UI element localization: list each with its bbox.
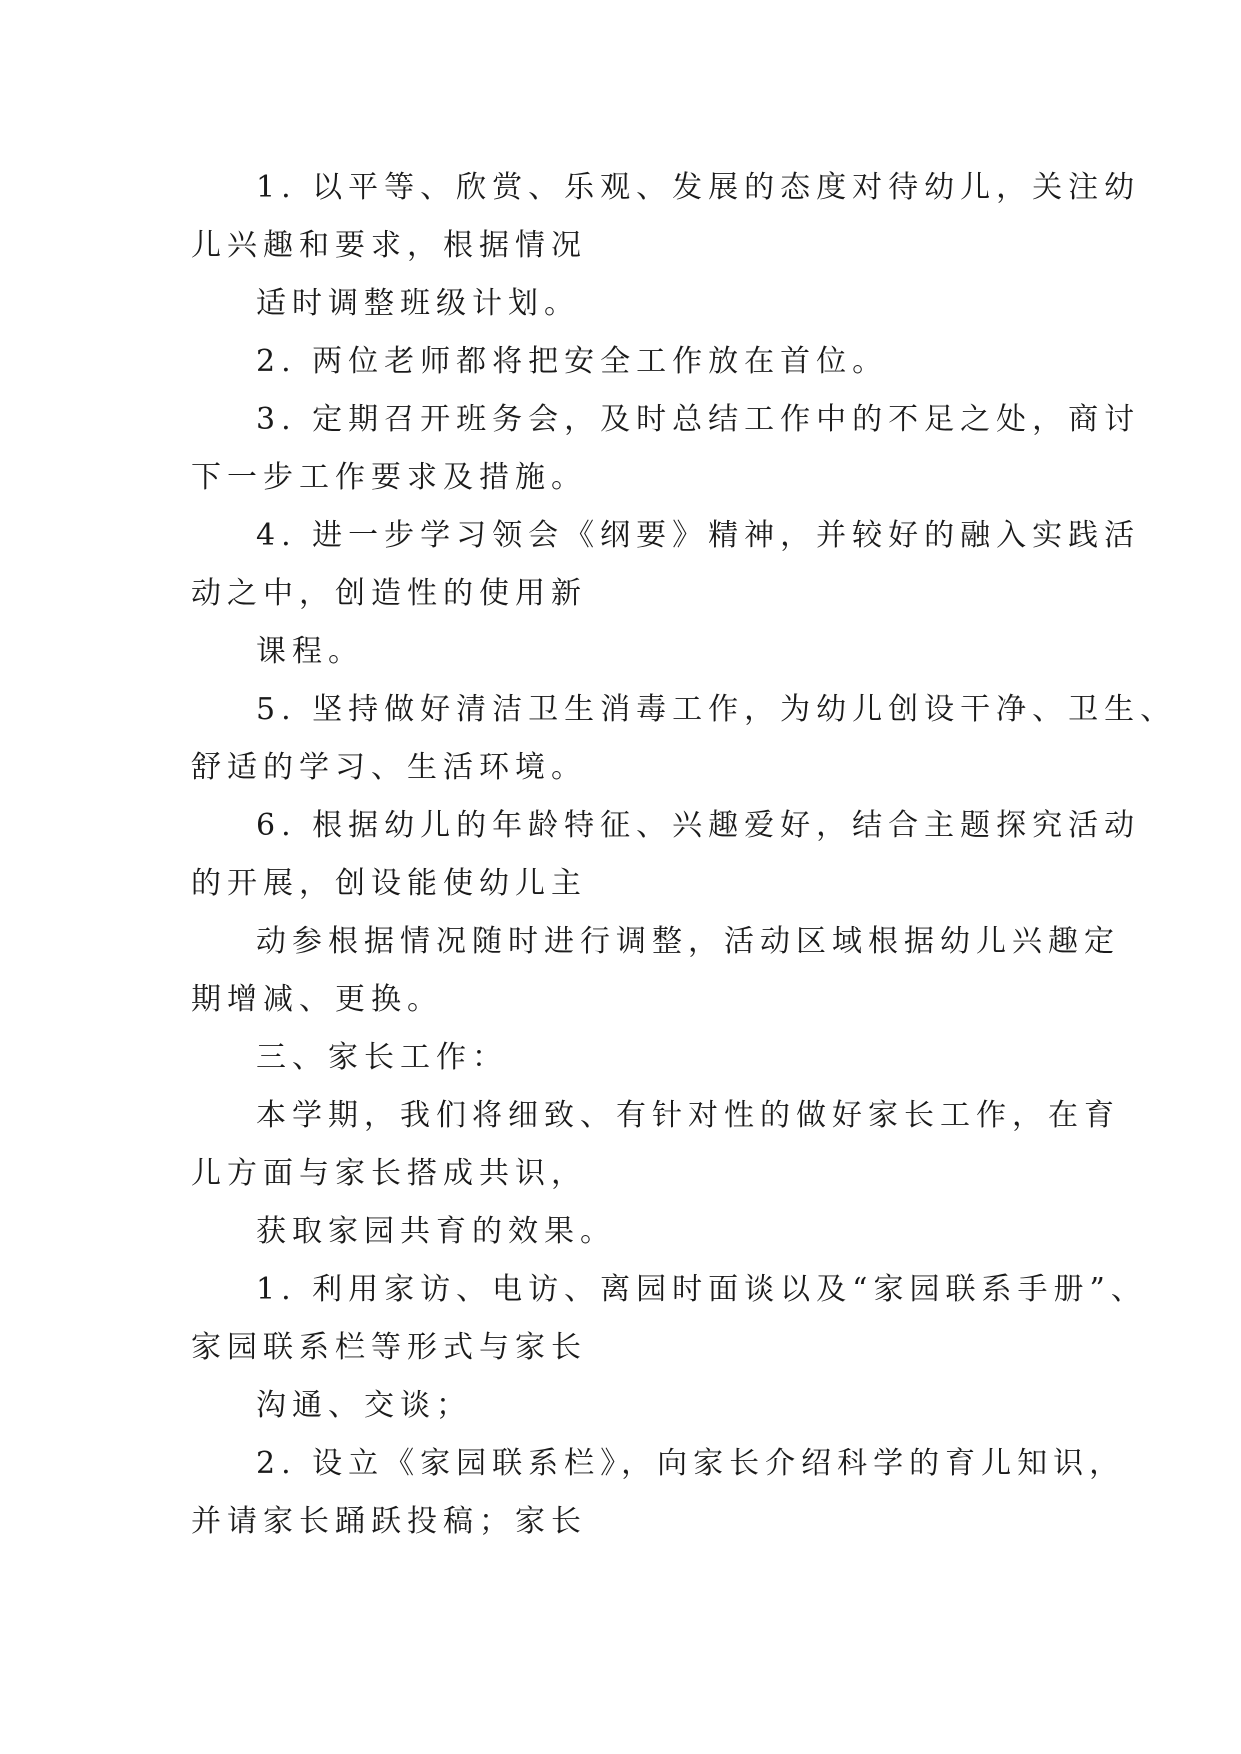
text-line: 本学期，我们将细致、有针对性的做好家长工作，在育 — [256, 1098, 1120, 1133]
text-line: 课程。 — [256, 634, 364, 669]
text-line: 5. 坚持做好清洁卫生消毒工作，为幼儿创设干净、卫生、 — [256, 692, 1177, 727]
text-line: 下一步工作要求及措施。 — [191, 460, 587, 495]
text-line: 儿方面与家长搭成共识， — [191, 1156, 587, 1191]
text-line: 的开展，创设能使幼儿主 — [191, 866, 587, 901]
text-line: 期增减、更换。 — [191, 982, 443, 1017]
text-line: 6. 根据幼儿的年龄特征、兴趣爱好，结合主题探究活动 — [256, 808, 1141, 843]
text-line: 动之中，创造性的使用新 — [191, 576, 587, 611]
text-line: 1. 利用家访、电访、离园时面谈以及“家园联系手册”、 — [256, 1272, 1147, 1307]
section-heading: 三、家长工作： — [256, 1040, 508, 1075]
text-line: 家园联系栏等形式与家长 — [191, 1330, 587, 1365]
text-line: 儿兴趣和要求，根据情况 — [191, 228, 587, 263]
text-line: 2. 两位老师都将把安全工作放在首位。 — [256, 344, 889, 379]
text-line: 3. 定期召开班务会，及时总结工作中的不足之处，商讨 — [256, 402, 1141, 437]
text-line: 2. 设立《家园联系栏》，向家长介绍科学的育儿知识， — [256, 1446, 1126, 1481]
text-line: 并请家长踊跃投稿；家长 — [191, 1504, 587, 1539]
text-line: 4. 进一步学习领会《纲要》精神，并较好的融入实践活 — [256, 518, 1141, 553]
text-line: 获取家园共育的效果。 — [256, 1214, 616, 1249]
text-line: 1. 以平等、欣赏、乐观、发展的态度对待幼儿，关注幼 — [256, 170, 1141, 205]
text-line: 适时调整班级计划。 — [256, 286, 580, 321]
text-line: 舒适的学习、生活环境。 — [191, 750, 587, 785]
text-line: 动参根据情况随时进行调整，活动区域根据幼儿兴趣定 — [256, 924, 1120, 959]
text-line: 沟通、交谈； — [256, 1388, 472, 1423]
